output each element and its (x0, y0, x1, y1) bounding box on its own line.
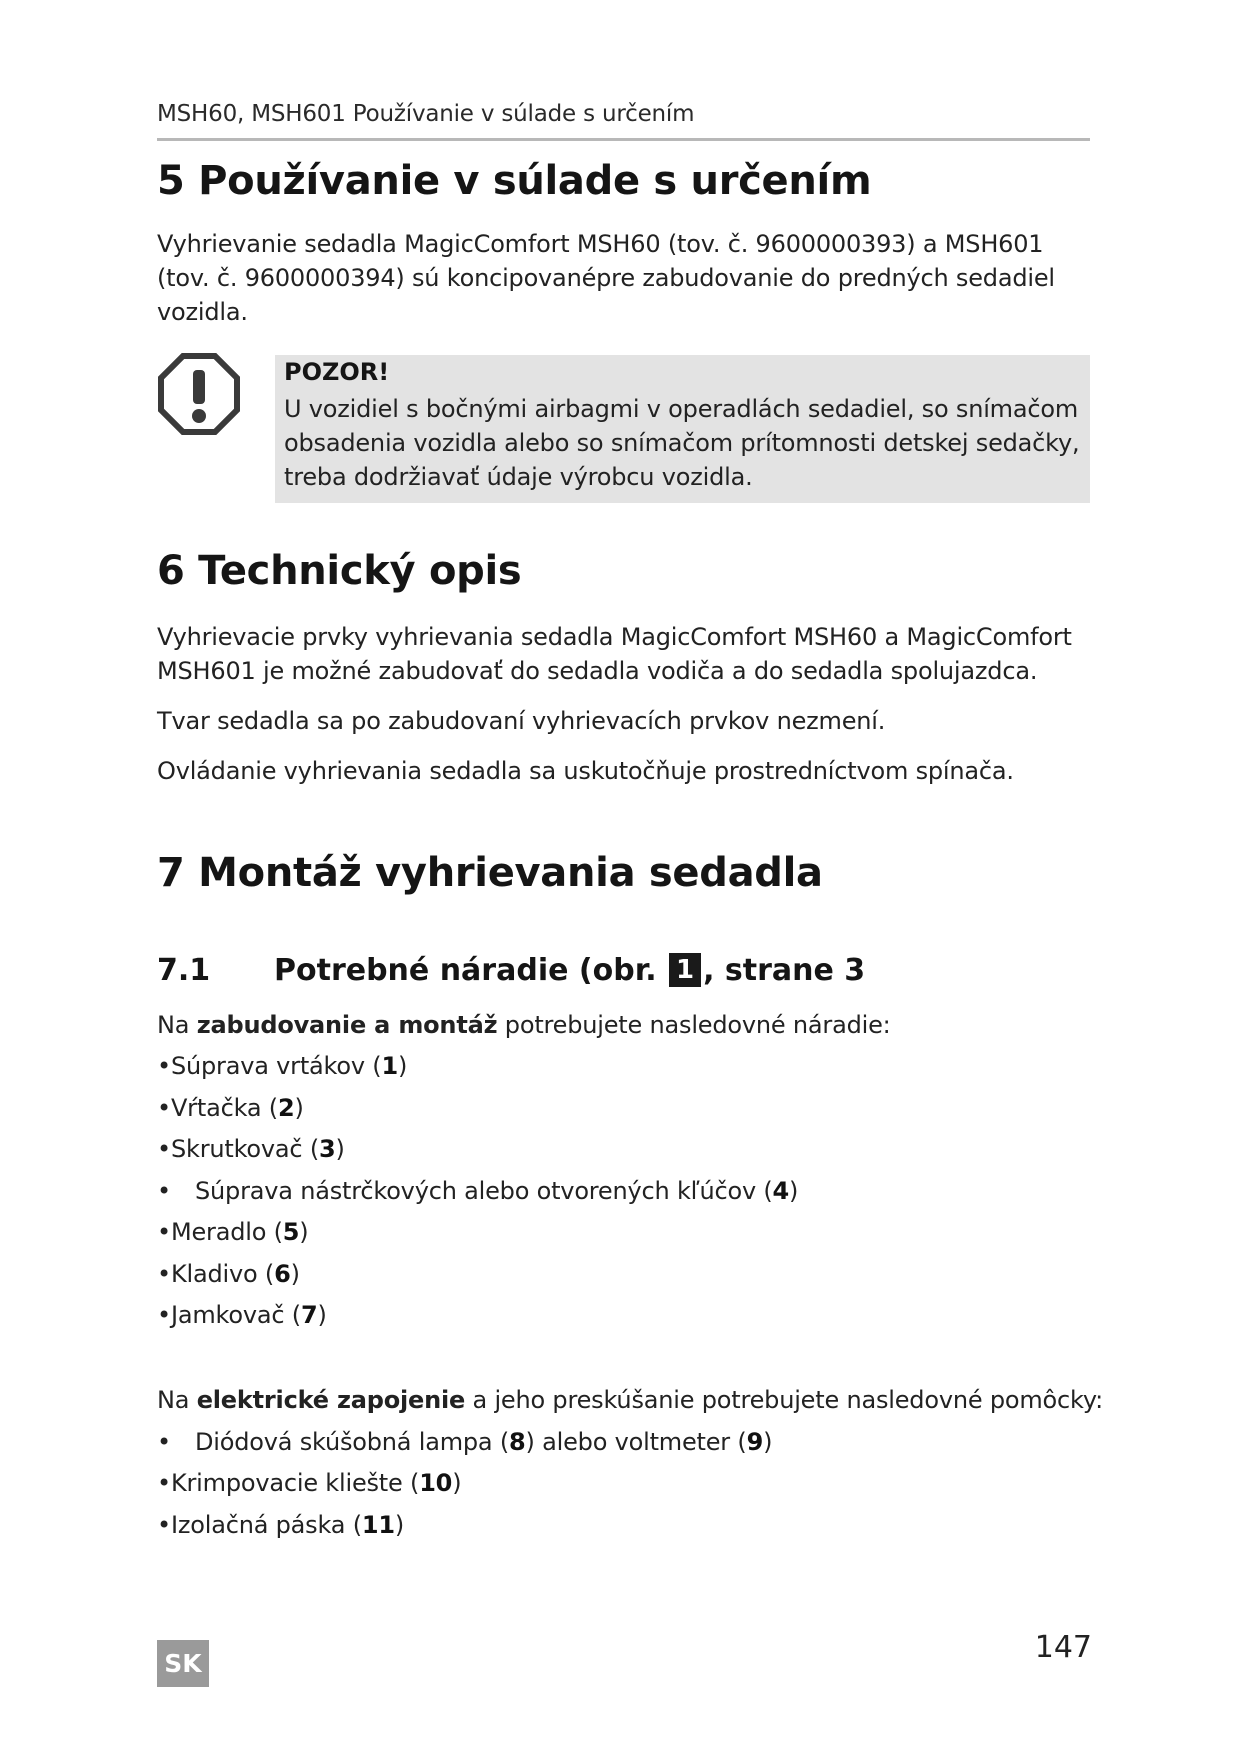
list-item: •Jamkovač (7) (157, 1301, 327, 1329)
list-item: •Súprava vrtákov (1) (157, 1052, 408, 1080)
warning-text (284, 392, 1084, 494)
tools-intro-bold: zabudovanie a montáž (196, 1011, 498, 1039)
subsection-title-text: Potrebné náradie (obr. (274, 953, 657, 988)
list-item: • Súprava nástrčkových alebo otvorených kľúčov (4) (157, 1177, 799, 1205)
warning-line-1: U vozidiel s bočnými airbagmi v operadlách sedadiel, so snímačom (284, 395, 1079, 423)
aids-intro-bold: elektrické zapojenie (196, 1386, 466, 1414)
subsection-title-suffix: , strane 3 (703, 953, 866, 988)
list-item: •Skrutkovač (3) (157, 1135, 345, 1163)
list-item: • Diódová skúšobná lampa (8) alebo voltmeter (9) (157, 1428, 773, 1456)
page-number: 147 (1034, 1630, 1092, 1665)
section-5-line-3: vozidla. (157, 298, 248, 326)
section-6-p1-line-2: MSH601 je možné zabudovať do sedadla vodiča a do sedadla spolujazdca. (157, 657, 1038, 685)
language-badge: SK (157, 1640, 209, 1687)
section-6-p3: Ovládanie vyhrievania sedadla sa uskutočňuje prostredníctvom spínača. (157, 757, 1014, 785)
section-6-p2: Tvar sedadla sa po zabudovaní vyhrievacích prvkov nezmení. (157, 707, 886, 735)
subsection-title (274, 953, 865, 988)
section-5-line-2: (tov. č. 9600000394) sú koncipovanépre zabudovanie do predných sedadiel (157, 264, 1055, 292)
section-6-p1-line-1: Vyhrievacie prvky vyhrievania sedadla MagicComfort MSH60 a MagicComfort (157, 623, 1072, 651)
warning-octagon-icon (157, 352, 241, 436)
list-item: •Izolačná páska (11) (157, 1511, 405, 1539)
section-7-heading: 7 Montáž vyhrievania sedadla (157, 850, 823, 896)
warning-title: POZOR! (284, 358, 390, 386)
section-5-heading: 5 Používanie v súlade s určením (157, 158, 872, 204)
aids-intro: Na elektrické zapojenie a jeho preskúšanie potrebujete nasledovné pomôcky: (157, 1386, 1103, 1414)
running-header: MSH60, MSH601 Používanie v súlade s určením (157, 101, 695, 127)
section-5-line-1: Vyhrievanie sedadla MagicComfort MSH60 (tov. č. 9600000393) a MSH601 (157, 230, 1044, 258)
list-item: •Meradlo (5) (157, 1218, 309, 1246)
warning-line-2: obsadenia vozidla alebo so snímačom prítomnosti detskej sedačky, (284, 429, 1080, 457)
subsection-number: 7.1 (157, 953, 211, 988)
warning-line-3: treba dodržiavať údaje výrobcu vozidla. (284, 463, 753, 491)
list-item: •Krimpovacie kliešte (10) (157, 1469, 462, 1497)
section-6-heading: 6 Technický opis (157, 548, 522, 594)
tools-intro: Na zabudovanie a montáž potrebujete nasledovné náradie: (157, 1011, 891, 1039)
figure-ref-badge: 1 (669, 953, 701, 987)
list-item: •Vŕtačka (2) (157, 1094, 304, 1122)
list-item: •Kladivo (6) (157, 1260, 300, 1288)
header-rule (157, 138, 1090, 141)
